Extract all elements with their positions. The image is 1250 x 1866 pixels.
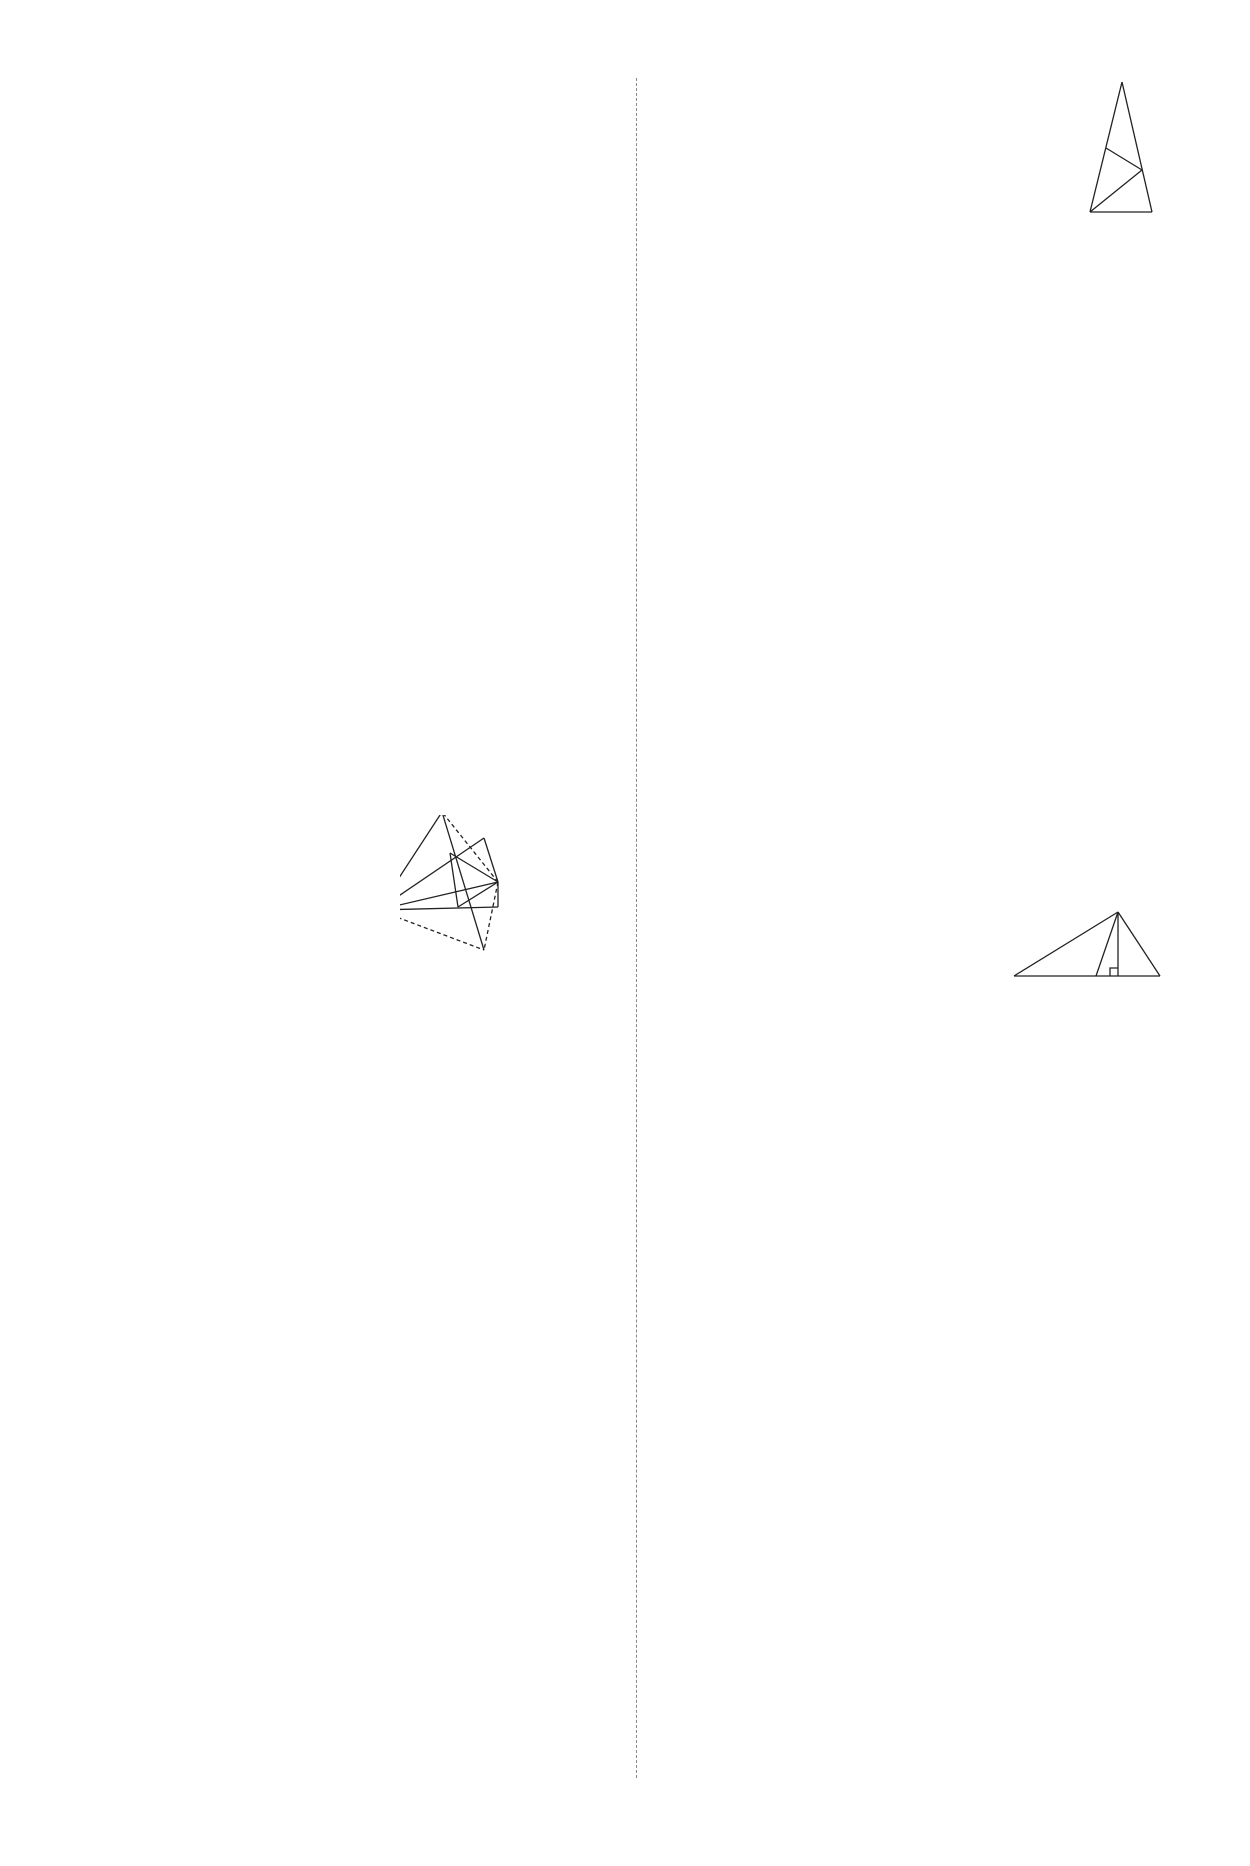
left-column	[124, 72, 614, 84]
q9-figure	[1080, 74, 1170, 224]
q3-figure	[400, 815, 640, 975]
q15-figure	[1000, 896, 1170, 996]
